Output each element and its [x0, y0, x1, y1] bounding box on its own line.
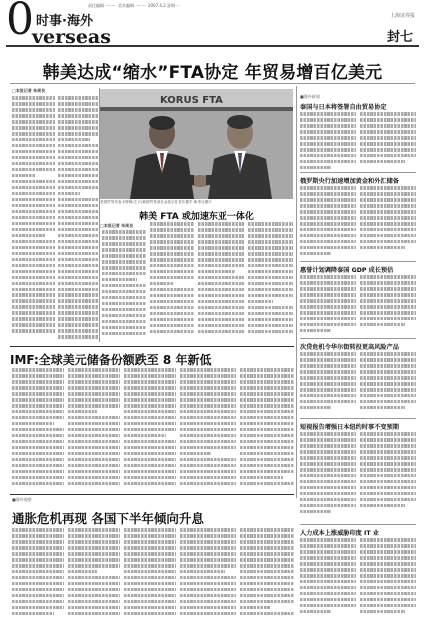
masthead-meta: 责任编辑 ········· 美术编辑 ········· 2007.4.2 星期一	[88, 3, 180, 8]
right-article-title: 短视报告增强日本纽约时事不变预期	[300, 424, 399, 431]
right-article-body	[300, 352, 356, 414]
right-article-body	[360, 352, 416, 414]
sub-article-col-1	[102, 230, 146, 340]
news-photo	[100, 89, 293, 199]
right-article-title: 次贷危机令华尔街转投更高风险产品	[300, 344, 399, 351]
sub-byline: □本报记者 朱周良	[100, 223, 134, 228]
right-column-kicker: ■海外新闻	[300, 94, 320, 99]
headline-rule	[10, 83, 415, 84]
lead-byline: □本报记者 朱周良	[12, 88, 46, 93]
masthead-rule	[6, 45, 419, 47]
photo-illustration	[100, 89, 293, 199]
right-article-body	[360, 275, 416, 335]
imf-article-col-2	[68, 368, 120, 492]
right-article-body	[300, 112, 356, 170]
right-article-rule	[300, 338, 416, 339]
right-article-body	[360, 186, 416, 258]
bottom-kicker: ■海外观察	[12, 497, 32, 502]
sub-article-col-2	[150, 222, 194, 340]
bottom-article-col-3	[124, 528, 176, 618]
bottom-article-col-2	[68, 528, 120, 618]
right-article-rule	[300, 418, 416, 419]
bottom-headline: 通胀危机再现 各国下半年倾向升息	[12, 511, 204, 526]
section-title-cn: 时事·海外	[36, 14, 93, 29]
right-article-title: 人力成本上涨威胁印度 IT 业	[300, 530, 379, 537]
right-article-title: 泰国与日本将签署自由贸易协定	[300, 104, 387, 111]
imf-article-col-3	[124, 368, 176, 492]
imf-headline: IMF:全球美元储备份额跌至 8 年新低	[10, 353, 212, 367]
right-article-body	[300, 432, 356, 520]
right-column-rule	[296, 86, 297, 498]
main-headline: 韩美达成“缩水”FTA协定 年贸易增百亿美元	[42, 63, 383, 83]
imf-article-col-4	[180, 368, 236, 492]
masthead-paper-name: 上海证券报	[389, 13, 415, 19]
sub-article-col-4	[248, 222, 293, 340]
section-title-en: verseas	[32, 26, 111, 48]
photo-caption: 美国贸易代表卡特勒(左)与韩国贸易部长金铉宗在首尔握手 新华社图片	[100, 200, 212, 204]
imf-section-rule	[10, 346, 294, 347]
right-article-rule	[300, 524, 416, 525]
imf-article-col-5	[240, 368, 294, 492]
right-article-title: 惠誉计划调降泰国 GDP 成长预估	[300, 267, 394, 274]
masthead-zero-glyph: 0	[6, 0, 34, 45]
right-article-rule	[300, 172, 416, 173]
lead-article-col-1	[12, 96, 55, 341]
right-article-body	[300, 275, 356, 335]
right-article-body	[300, 538, 356, 616]
right-article-rule	[300, 261, 416, 262]
right-article-body	[360, 112, 416, 170]
right-article-body	[360, 538, 416, 616]
bottom-article-col-5	[240, 528, 294, 618]
page-label: 封七	[386, 30, 413, 45]
bottom-article-col-4	[180, 528, 236, 618]
lead-article-col-2	[58, 96, 98, 341]
imf-article-col-1	[12, 368, 64, 492]
bottom-section-rule	[10, 494, 294, 495]
masthead	[0, 0, 425, 56]
left-column-rule	[99, 88, 100, 342]
right-article-title: 俄罗斯央行加速增加黄金和外汇储备	[300, 178, 399, 185]
banner-text: KORUS FTA	[160, 95, 223, 106]
right-article-body	[360, 432, 416, 520]
right-article-body	[300, 186, 356, 258]
bottom-article-col-1	[12, 528, 64, 618]
sub-headline: 韩美 FTA 或加速东亚一体化	[139, 212, 254, 222]
sub-article-col-3	[198, 222, 244, 340]
